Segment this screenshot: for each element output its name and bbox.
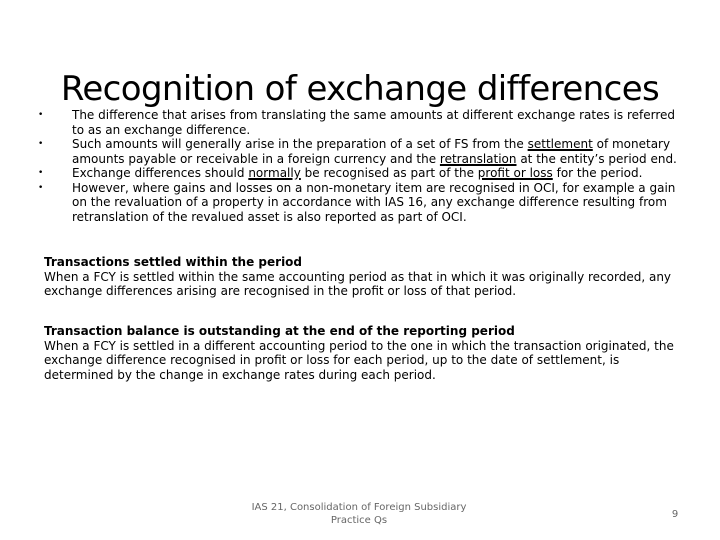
bullet-text — [72, 137, 677, 166]
bullet-text — [72, 166, 642, 180]
underlined-term: profit or loss — [477, 166, 553, 180]
text-run: Such amounts will generally arise in the preparation of a set of FS from the — [72, 137, 528, 151]
bullet-text — [72, 181, 675, 224]
text-run: Exchange differences should — [72, 166, 249, 180]
bullet-dot-icon: • — [38, 168, 44, 178]
text-run: of monetary amounts payable or receivable in a foreign currency and the — [72, 137, 671, 166]
section-settled-within-period — [44, 255, 688, 299]
bullet-item — [38, 108, 688, 137]
section-body: When a FCY is settled in a different accounting period to the one in which the transaction originated, the exchange difference recognised in profit or loss for each period, up to the date of settlement, is determined by the change in exchange rates during each period. — [44, 338, 674, 382]
bullet-dot-icon: • — [38, 139, 44, 149]
bullet-text — [72, 108, 675, 137]
text-run: However, where gains and losses on a non-monetary item are recognised in OCI, for example a gain on the revaluation of a property in accordance with IAS 16, any exchange difference resulting from retranslation of the revalued asset is also reported as part of OCI. — [72, 180, 676, 224]
section-heading: Transaction balance is outstanding at the end of the reporting period — [44, 324, 515, 338]
text-run: The difference that arises from translating the same amounts at different exchange rates is referred to as an exchange difference. — [72, 108, 675, 137]
page-number: 9 — [671, 509, 679, 520]
bullet-item — [38, 137, 688, 166]
underlined-term: normally — [248, 166, 301, 180]
text-run: for the period. — [552, 166, 643, 180]
text-run: be recognised as part of the — [300, 166, 478, 180]
bullet-list — [38, 108, 688, 224]
section-balance-outstanding — [44, 324, 688, 382]
slide-footer: IAS 21, Consolidation of Foreign Subsidiary Practice Qs — [251, 502, 467, 526]
underlined-term: retranslation — [439, 151, 517, 166]
text-run: at the entity’s period end. — [516, 151, 677, 166]
slide-title: Recognition of exchange differences — [60, 68, 660, 109]
section-heading: Transactions settled within the period — [44, 255, 303, 269]
underlined-term: settlement — [527, 137, 593, 151]
bullet-item — [38, 166, 688, 181]
bullet-dot-icon: • — [38, 110, 44, 120]
bullet-dot-icon: • — [38, 182, 44, 193]
section-body: When a FCY is settled within the same accounting period as that in which it was originally recorded, any exchange differences arising are recognised in the profit or loss of that period. — [44, 269, 672, 298]
bullet-item — [38, 181, 688, 225]
